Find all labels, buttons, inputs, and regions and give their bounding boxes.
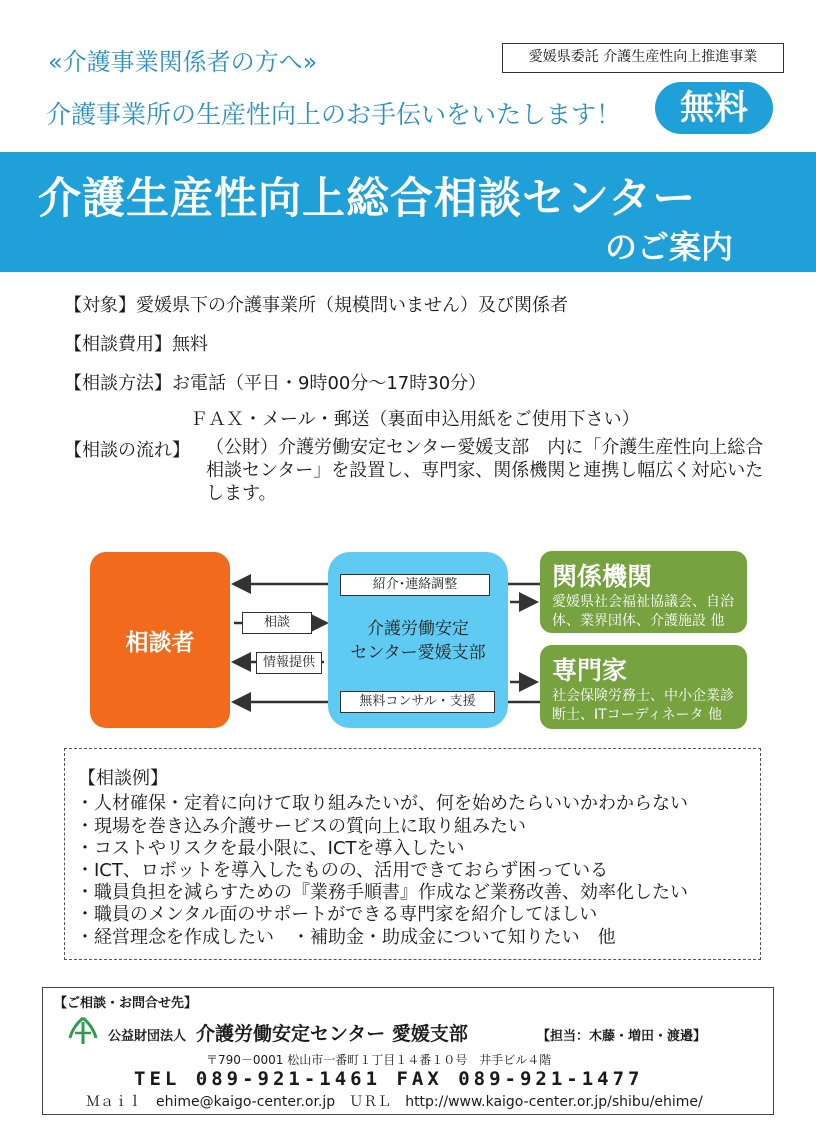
commission-label: 愛媛県委託 介護生産性向上推進事業	[502, 43, 784, 73]
examples-title: 【相談例】	[78, 768, 168, 789]
tag-consult: 相談	[242, 612, 312, 634]
example-item: ・職員負担を減らすための『業務手順書』作成など業務改善、効率化したい	[76, 882, 688, 903]
partner-agencies-desc: 愛媛県社会福祉協議会、自治体、業界団体、介護施設 他	[552, 594, 734, 629]
banner-subtitle: のご案内	[605, 228, 734, 266]
center-label	[328, 617, 508, 665]
header-kicker: «介護事業関係者の方へ»	[48, 48, 318, 76]
tag-info: 情報提供	[256, 652, 322, 674]
banner-title: 介護生産性向上総合相談センター	[38, 174, 697, 224]
example-item: ・経営理念を作成したい ・補助金・助成金について知りたい 他	[76, 927, 616, 948]
center-label-line1: 介護労働安定	[367, 619, 469, 639]
foundation-logo-icon	[66, 1016, 100, 1046]
tag-intro: 紹介･連絡調整	[340, 574, 490, 596]
example-item: ・コストやリスクを最小限に、ICTを導入したい	[76, 838, 465, 859]
info-flow-label: 【相談の流れ】	[64, 440, 190, 461]
example-item: ・ICT、ロボットを導入したものの、活用できておらず困っている	[76, 860, 609, 881]
example-item: ・人材確保・定着に向けて取り組みたいが、何を始めたらいいかわからない	[76, 793, 688, 814]
contact-tel-fax: TEL 089-921-1461 FAX 089-921-1477	[134, 1068, 644, 1090]
experts-desc: 社会保険労務士、中小企業診断士、ITコーディネータ 他	[552, 688, 734, 723]
experts-box	[540, 645, 747, 729]
center-label-line2: センター愛媛支部	[350, 643, 486, 663]
info-cost: 【相談費用】無料	[64, 334, 208, 355]
free-badge: 無料	[655, 82, 773, 134]
contact-heading: 【ご相談・お問合せ先】	[54, 996, 198, 1011]
tag-support: 無料コンサル・支援	[340, 691, 495, 713]
consultant-box: 相談者	[90, 552, 230, 728]
info-flow-text: （公財）介護労働安定センター愛媛支部 内に「介護生産性向上総合相談センター」を設置し、専門家、関係機関と連携し幅広く対応いたします。	[206, 437, 764, 504]
example-item: ・職員のメンタル面のサポートができる専門家を紹介してほしい	[76, 904, 598, 925]
experts-title: 専門家	[552, 656, 628, 685]
contact-staff: 【担当：木藤・増田・渡邉】	[537, 1029, 707, 1044]
partner-agencies-title: 関係機関	[552, 562, 653, 591]
contact-org-prefix: 公益財団法人	[108, 1029, 187, 1044]
contact-address: 〒790－0001 松山市一番町１丁目１４番１０号 井手ビル４階	[206, 1053, 552, 1067]
info-target: 【対象】愛媛県下の介護事業所（規模問いません）及び関係者	[64, 295, 568, 316]
info-method-other: ＦＡＸ・メール・郵送（裏面申込用紙をご使用下さい）	[190, 409, 640, 430]
partner-agencies-box	[540, 551, 747, 633]
example-item: ・現場を巻き込み介護サービスの質向上に取り組みたい	[76, 816, 526, 837]
contact-web[interactable]: Ｍａｉｌ ehime@kaigo-center.or.jp ＵＲＬ http://www.kaigo-center.or.jp/shibu/ehime/	[86, 1094, 703, 1110]
info-method-phone: 【相談方法】お電話（平日・9時00分～17時30分）	[64, 373, 487, 394]
contact-org-name: 介護労働安定センター 愛媛支部	[196, 1023, 468, 1045]
header-lead: 介護事業所の生産性向上のお手伝いをいたします！	[46, 100, 622, 129]
